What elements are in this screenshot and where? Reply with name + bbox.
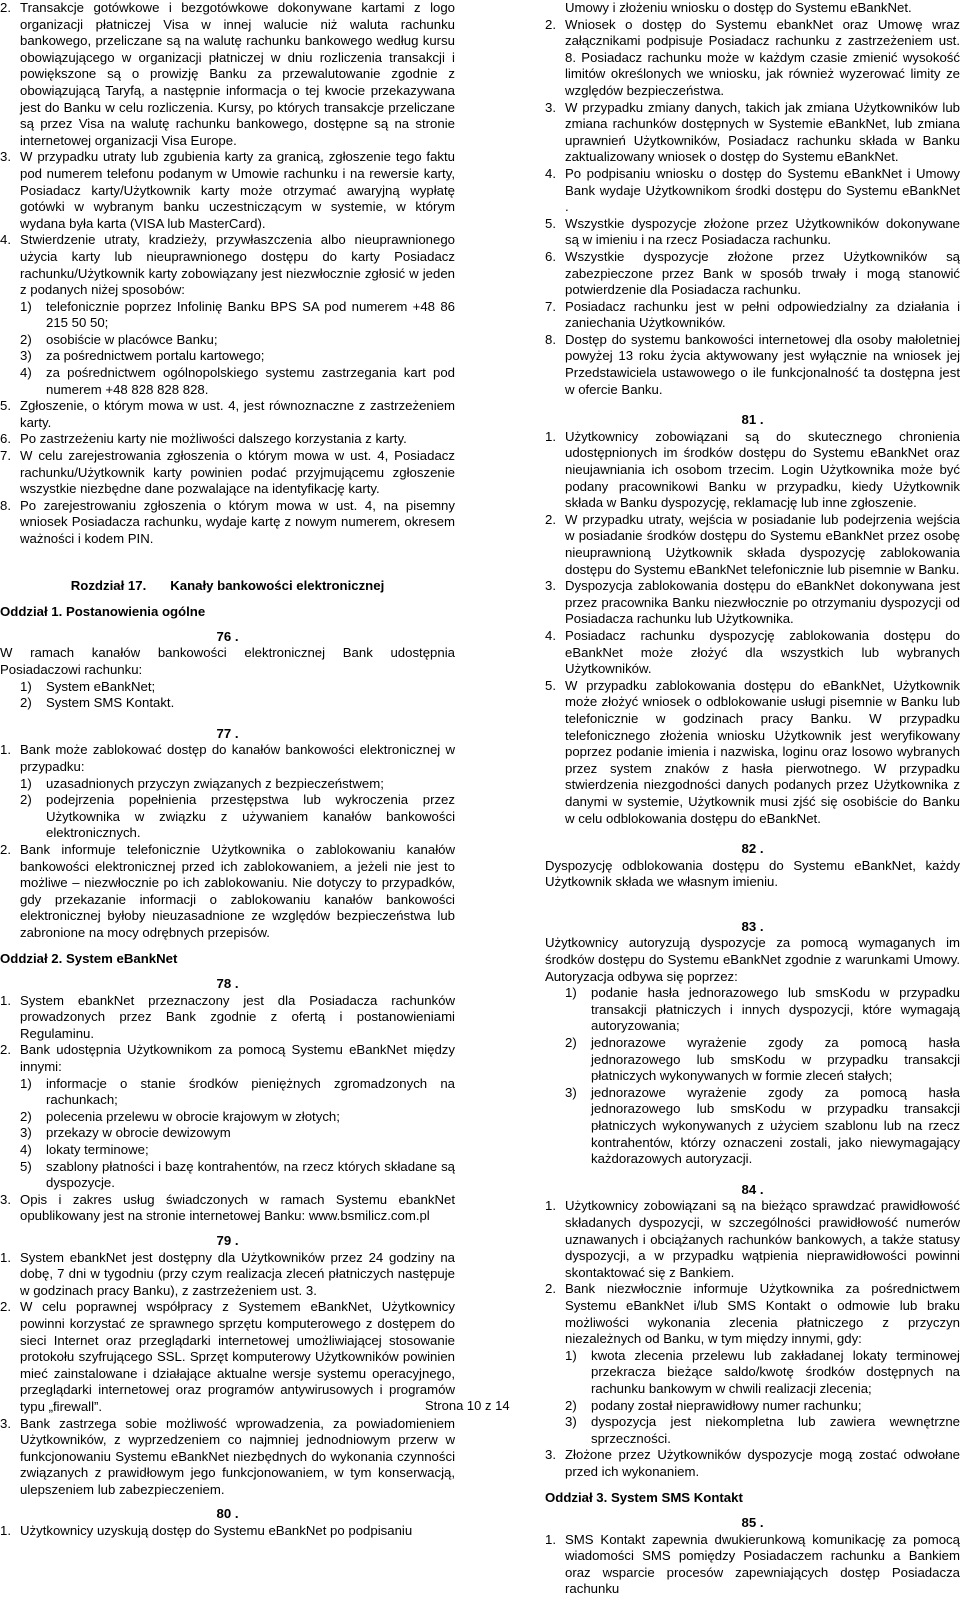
sub-item: 2) podany został nieprawidłowy numer rachunku;: [565, 1397, 862, 1413]
list-item: 1. System ebankNet jest dostępny dla Użytkowników przez 24 godziny na dobę, 7 dni w tygodniu (przy czym realizacja zleceń płatniczych następuje w godzinach pracy Banku), z zastrzeżeniem ust. 3.: [0, 1249, 455, 1298]
sub-item: 1) telefonicznie poprzez Infolinię Banku BPS SA pod numerem +48 86 215 50 50;: [20, 298, 455, 331]
list-item: 2. Bank niezwłocznie informuje Użytkownika za pośrednictwem Systemu eBankNet i/lub SMS Kontakt o odmowie lub braku możliwości wykonania zlecenia płatniczego z przyczyn niezależnych od Banku, w tym między innymi, gdy:: [545, 1281, 960, 1347]
list-item: 3. Bank zastrzega sobie możliwość wprowadzenia, za powiadomieniem Użytkowników, z wyprzedzeniem co najmniej jednodniowym przerw w funkcjonowaniu Systemu eBankNet niezbędnych do wykonania czynności związanych z prawidłowym jego funkcjonowaniem, w tym konserwacją, ulepszeniem lub zabezpieczeniem.: [0, 1415, 455, 1497]
list-item: 2. Transakcje gotówkowe i bezgotówkowe dokonywane kartami z logo organizacji płatniczej Visa w innej walucie niż waluta rachunku bankowego, przeliczane są na walutę rachunku bankowego według kursu obowiązującego w organizacji płatniczej w dniu rozliczenia transakcji i powiększone są o prowizję Banku za przewalutowanie zgodnie z obowiązującą Taryfą, a następnie informacja o tej kwocie przekazywana jest do Banku w celu rozliczenia. Kursy, po których transakcje przeliczane są przez Visa na walutę rachunku bankowego, dostępne są na stronie internetowej organizacji Visa Europe.: [0, 0, 455, 148]
list-item: 7. W celu zarejestrowania zgłoszenia o którym mowa w ust. 4, Posiadacz rachunku/Użytkownik karty powinien podać przyjmującemu zgłoszenie wszystkie niezbędne dane pozwalające na identyfikację karty.: [0, 448, 455, 497]
sub-item: 2) podejrzenia popełnienia przestępstwa lub wykroczenia przez Użytkownika w związku z używaniem kanałów bankowości elektronicznych.: [20, 792, 455, 841]
list-item: 6. Po zastrzeżeniu karty nie możliwości dalszego korzystania z karty.: [0, 431, 407, 447]
paragraph-text: Dyspozycję odblokowania dostępu do Systemu eBankNet, każdy Użytkownik składa we własnym imieniu.: [545, 857, 960, 890]
section-heading: Oddział 3. System SMS Kontakt: [545, 1490, 743, 1506]
paragraph-number: 76 .: [216, 628, 239, 644]
list-item: 3. Złożone przez Użytkowników dyspozycje mogą zostać odwołane przed ich wykonaniem.: [545, 1447, 960, 1479]
sub-item: 2) polecenia przelewu w obrocie krajowym w złotych;: [20, 1108, 340, 1124]
list-item: Umowy i złożeniu wniosku o dostęp do Systemu eBankNet.: [565, 0, 912, 15]
sub-item: 3) jednorazowe wyrażenie zgody za pomocą hasła jednorazowego lub smsKodu w przypadku transakcji płatniczych wykonywanych z użyciem szablonu lub na rzecz kontrahentów, którzy oznaczeni zostali, jako niewymagający każdorazowych autoryzacji.: [565, 1084, 960, 1167]
list-item: 1. SMS Kontakt zapewnia dwukierunkową komunikację za pomocą wiadomości SMS pomiędzy Posiadaczem rachunku a Bankiem oraz wsparcie procesów zapewniających dostęp Posiadacza rachunku: [545, 1531, 960, 1597]
paragraph-number: 82 .: [741, 841, 764, 857]
list-item: 5. W przypadku zablokowania dostępu do eBankNet, Użytkownik może złożyć wniosek o odblokowanie usługi pisemnie w Banku lub telefonicznie w godzinach pracy Banku. W przypadku telefonicznego złożenia wniosku Użytkownik jest weryfikowany poprzez podanie imienia i nazwiska, loginu oraz losowo wybranych przez system znaków z hasła pierwotnego. W przypadku stwierdzenia niezgodności danych podanych przez Użytkownika z danymi w systemie, Użytkownik musi zjść się osobiście do Banku w celu odblokowania dostępu do eBankNet.: [545, 677, 960, 826]
list-item: 1. Użytkownicy zobowiązani są na bieżąco sprawdzać prawidłowość składanych dyspozycji, w szczególności prawidłowość numerów uznawanych i obciążanych rachunków bankowych, a także statusy dyspozycji, a w przypadku wątpienia nieprawidłowości powinni skontaktować się z Bankiem.: [545, 1198, 960, 1280]
sub-item: 2) osobiście w placówce Banku;: [20, 331, 218, 347]
sub-item: 2) jednorazowe wyrażenie zgody za pomocą hasła jednorazowego lub smsKodu w przypadku transakcji płatniczych wykonywanych w formie zleceń stałych;: [565, 1035, 960, 1084]
list-item: 2. Wniosek o dostęp do Systemu ebankNet oraz Umowę wraz załącznikami podpisuje Posiadacz rachunku z zastrzeżeniem ust. 8. Posiadacz rachunku może w każdym czasie zmienić wysokość limitów określonych we wniosku, jak również wyzerować limity ze względów bezpieczeństwa.: [545, 16, 960, 98]
sub-item: 1) System eBankNet;: [20, 678, 156, 694]
section-heading: Oddział 2. System eBankNet: [0, 951, 178, 967]
page-number: Strona 10 z 14: [425, 1398, 510, 1413]
sub-item: 1) kwota zlecenia przelewu lub zakładanej lokaty terminowej przekracza bieżące saldo/kwotę środków dostępnych na rachunku bankowym w chwili realizacji zlecenia;: [565, 1347, 960, 1396]
list-item: 8. Po zarejestrowaniu zgłoszenia o którym mowa w ust. 4, na pisemny wniosek Posiadacza rachunku, wydaje kartę z nowym numerem, okresem ważności i kodem PIN.: [0, 497, 455, 546]
list-item: 4. Stwierdzenie utraty, kradzieży, przywłaszczenia albo nieuprawnionego użycia karty lub nieuprawnionego dostępu do karty Posiadacz rachunku/Użytkownik karty zobowiązany jest niezwłocznie zgłosić w jeden z podanych niżej sposobów:: [0, 232, 455, 298]
list-item: 8. Dostęp do systemu bankowości internetowej dla osoby małoletniej powyżej 13 roku życia aktywowany jest wyłącznie na wniosek jej Przedstawiciela ustawowego o ile funkcjonalność ta dostępna jest w ofercie Banku.: [545, 331, 960, 397]
sub-item: 1) informacje o stanie środków pieniężnych zgromadzonych na rachunkach;: [20, 1075, 455, 1108]
list-item: 3. Dyspozycja zablokowania dostępu do eBankNet dokonywana jest przez pracownika Banku niezwłocznie po otrzymaniu dyspozycji od Posiadacza rachunku lub Użytkownika.: [545, 578, 960, 627]
paragraph-text: Użytkownicy autoryzują dyspozycje za pomocą wymaganych im środków dostępu do Systemu eBankNet zgodnie z warunkami Umowy. Autoryzacja odbywa się poprzez:: [545, 935, 960, 984]
left-column: [0, 0, 455, 1540]
list-item: 2. W celu poprawnej współpracy z Systemem eBankNet, Użytkownicy powinni korzystać ze sprawnego sprzętu komputerowego z dostępem do sieci Internet oraz przeglądarki internetowej umożliwiającej stosowanie protokołu szyfrującego SSL. Sprzęt komputerowy Użytkowników powinien mieć zainstalowane i działające aktualne wersje systemu operacyjnego, przeglądarki internetowej oraz programów antywirusowych i programów typu „firewall”.: [0, 1299, 455, 1414]
list-item: 1. Użytkownicy uzyskują dostęp do Systemu eBankNet po podpisaniu: [0, 1523, 413, 1539]
sub-item: 5) szablony płatności i bazę kontrahentów, na rzecz których składane są dyspozycje.: [20, 1158, 455, 1191]
sub-item: 2) System SMS Kontakt.: [20, 695, 175, 711]
sub-item: 1) podanie hasła jednorazowego lub smsKodu w przypadku transakcji płatniczych i innych dyspozycji, które wymagają autoryzowania;: [565, 985, 960, 1034]
list-item: 3. W przypadku zmiany danych, takich jak zmiana Użytkowników lub zmiana rachunków dostępnych w Systemie eBankNet, lub zmiana uprawnień Użytkowników, Posiadacz rachunku składa w Banku zaktualizowany wniosek o dostęp do Systemu eBankNet.: [545, 99, 960, 165]
sub-item: 4) za pośrednictwem ogólnopolskiego systemu zastrzegania kart pod numerem +48 828 828 828.: [20, 365, 455, 397]
list-item: 3. W przypadku utraty lub zgubienia karty za granicą, zgłoszenie tego faktu pod numerem telefonu podanym w Umowie rachunku i na rewersie karty, Posiadacz karty/Użytkownik karty może otrzymać awaryjną wypłatę gotówki w wybranym banku uczestniczącym w systemie, w którym wydana była karta (VISA lub MasterCard).: [0, 149, 455, 231]
list-item: 2. Bank informuje telefonicznie Użytkownika o zablokowaniu kanałów bankowości elektronicznej przed ich zablokowaniem, a jeżeli nie jest to możliwe – niezwłocznie po ich zablokowaniu. Nie dotyczy to przypadków, gdy przekazanie informacji o zablokowaniu kanałów bankowości elektronicznej byłoby nieuzasadnione ze względów bezpieczeństwa lub zabronione na mocy odrębnych przepisów.: [0, 841, 455, 940]
sub-item: 3) za pośrednictwem portalu kartowego;: [20, 348, 265, 364]
list-item: 1. Użytkownicy zobowiązani są do skutecznego chronienia udostępnionych im środków dostępu do Systemu eBankNet oraz nieujawniania ich osobom trzecim. Login Użytkownika może być podany pracownikowi Banku w przypadku, kiedy Użytkownik składa w Banku dyspozycję, reklamację lub inne zgłoszenie.: [545, 428, 960, 511]
sub-item: 4) lokaty terminowe;: [20, 1142, 149, 1157]
paragraph-number: 79 .: [216, 1232, 239, 1248]
list-item: 5. Wszystkie dyspozycje złożone przez Użytkowników dokonywane są w imieniu i na rzecz Posiadacza rachunku.: [545, 215, 960, 248]
sub-item: 1) uzasadnionych przyczyn związanych z bezpieczeństwem;: [20, 775, 384, 791]
section-heading: Oddział 1. Postanowienia ogólne: [0, 604, 206, 620]
list-item: 6. Wszystkie dyspozycje złożone przez Użytkowników są zabezpieczone przez Bank w sposób trwały i mogą stanowić potwierdzenie dla Posiadacza rachunku.: [545, 248, 960, 298]
paragraph-number: 77 .: [216, 725, 239, 741]
right-column: [545, 0, 960, 1598]
list-item: 1. System ebankNet przeznaczony jest dla Posiadacza rachunków prowadzonych przez Bank zgodnie z ofertą i postanowieniami Regulaminu.: [0, 992, 455, 1041]
list-item: 7. Posiadacz rachunku jest w pełni odpowiedzialny za działania i zaniechania Użytkowników.: [545, 298, 960, 331]
sub-item: 3) dyspozycja jest niekompletna lub zawiera wewnętrzne sprzeczności.: [565, 1414, 960, 1446]
sub-item: 3) przekazy w obrocie dewizowym: [20, 1125, 231, 1141]
paragraph-number: 85 .: [741, 1515, 764, 1531]
paragraph-text: W ramach kanałów bankowości elektronicznej Bank udostępnia Posiadaczowi rachunku:: [0, 645, 455, 677]
list-item: 5. Zgłoszenie, o którym mowa w ust. 4, jest równoznaczne z zastrzeżeniem karty.: [0, 398, 455, 430]
list-item: 1. Bank może zablokować dostęp do kanałów bankowości elektronicznej w przypadku:: [0, 742, 455, 774]
chapter-heading: Rozdział 17. Kanały bankowości elektronicznej: [70, 577, 385, 593]
paragraph-number: 78 .: [216, 976, 239, 992]
list-item: 2. Bank udostępnia Użytkownikom za pomocą Systemu eBankNet między innymi:: [0, 1042, 455, 1075]
paragraph-number: 80 .: [216, 1506, 239, 1522]
list-item: 2. W przypadku utraty, wejścia w posiadanie lub podejrzenia wejścia w posiadanie środków dostępu do Systemu eBankNet przez osobę nieuprawnioną Użytkownik składa dyspozycję zablokowania dostępu do Systemu eBankNet telefonicznie lub pisemnie w Banku.: [545, 511, 960, 577]
list-item: 4. Po podpisaniu wniosku o dostęp do Systemu eBankNet i Umowy Bank wydaje Użytkownikom środki dostępu do Systemu eBankNet .: [545, 165, 960, 215]
list-item: 3. Opis i zakres usług świadczonych w ramach Systemu ebankNet opublikowany jest na stronie internetowej Banku: www.bsmilicz.com.pl: [0, 1191, 455, 1224]
paragraph-number: 83 .: [741, 918, 764, 934]
list-item: 4. Posiadacz rachunku dyspozycję zablokowania dostępu do eBankNet może złożyć dla wszystkich lub wybranych Użytkowników.: [545, 627, 960, 677]
paragraph-number: 81 .: [741, 412, 764, 428]
paragraph-number: 84 .: [741, 1181, 764, 1197]
